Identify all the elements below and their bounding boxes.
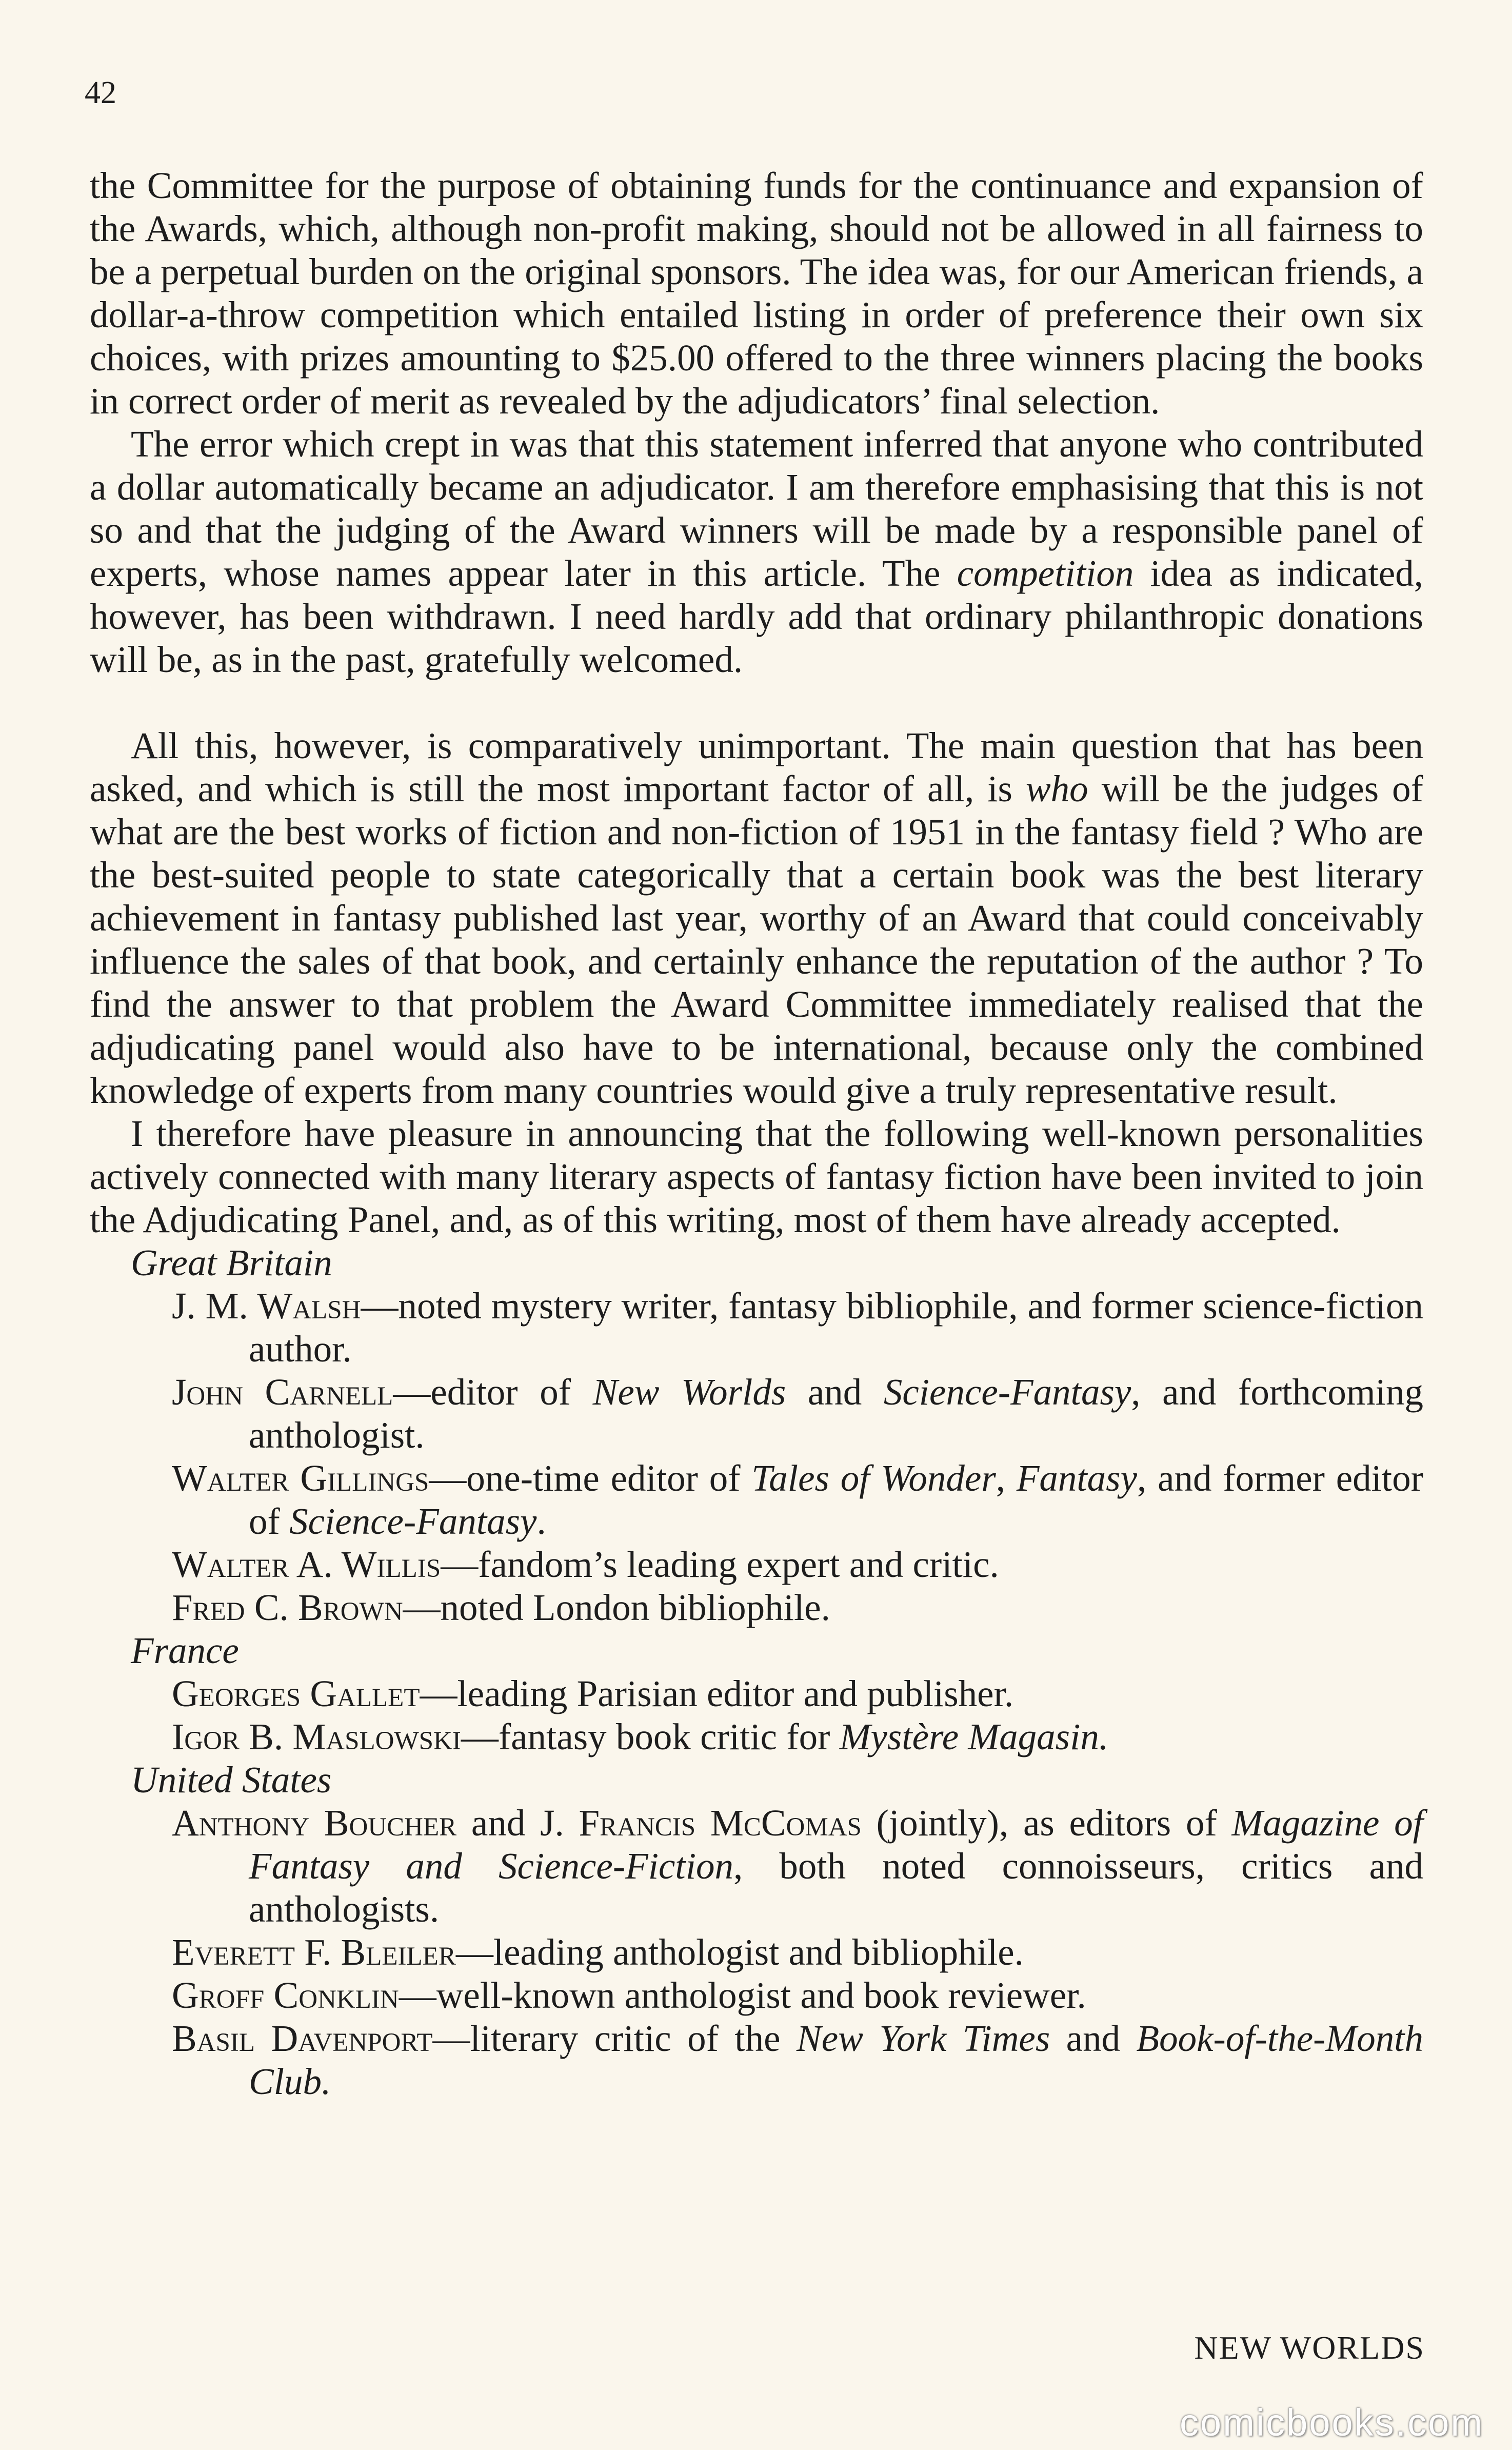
panelist-name: Everett F. Bleiler — [172, 1931, 456, 1973]
panelist-name: Basil Davenport — [172, 2018, 433, 2059]
panel-entry-gallet: Georges Gallet—leading Parisian editor and publisher. — [172, 1673, 1014, 1714]
panel-entry-brown: Fred C. Brown—noted London bibliophile. — [172, 1587, 830, 1628]
emphasis-who: who — [1025, 768, 1088, 809]
page-number: 42 — [85, 75, 116, 110]
article-body — [90, 164, 1423, 2103]
panelist-name: Georges Gallet — [172, 1673, 420, 1714]
panel-entry-bleiler: Everett F. Bleiler—leading anthologist and bibliophile. — [172, 1931, 1024, 1973]
panelist-name: Fred C. Brown — [172, 1587, 403, 1628]
watermark: comicbooks.com — [1179, 2401, 1484, 2444]
panel-entry-davenport: Basil Davenport—literary critic of the New York Times and Book-of-the-Month Club. — [172, 2018, 1423, 2102]
panel-entry-maslowski: Igor B. Maslowski—fantasy book critic for Mystère Magasin. — [172, 1716, 1109, 1757]
panelist-name: John Carnell — [172, 1371, 393, 1413]
panel-entry-gillings: Walter Gillings—one-time editor of Tales of Wonder, Fantasy, and former editor of Science-Fantasy. — [172, 1457, 1424, 1542]
panel-entry-willis: Walter A. Willis—fandom’s leading expert and critic. — [172, 1544, 999, 1585]
panel-entry-walsh: J. M. Walsh—noted mystery writer, fantasy bibliophile, and former science-fiction author. — [172, 1285, 1424, 1370]
panelist-name: Groff Conklin — [172, 1974, 399, 2016]
country-heading-united-states: United States — [131, 1759, 332, 1801]
panelist-name: Igor B. Maslowski — [172, 1716, 461, 1757]
panel-entry-carnell: John Carnell—editor of New Worlds and Science-Fantasy, and forthcoming anthologist. — [172, 1371, 1423, 1456]
panelist-name: Walter A. Willis — [172, 1544, 441, 1585]
panel-entry-conklin: Groff Conklin—well-known anthologist and book reviewer. — [172, 1974, 1086, 2016]
paragraph-1: the Committee for the purpose of obtaining funds for the continuance and expansion of the Awards, which, although non-profit making, should not be allowed in all fairness to be a perpetual burden on the original sponsors. The idea was, for our American friends, a dollar-a-throw competition which entailed listing in order of preference their own six choices, with prizes amounting to $25.00 offered to the three winners placing the books in correct order of merit as revealed by the adjudicators’ final selection. — [90, 165, 1423, 422]
magazine-footer-title: NEW WORLDS — [1194, 2329, 1425, 2366]
panel-entry-boucher-mccomas: Anthony Boucher and J. Francis McComas (jointly), as editors of Magazine of Fantasy and Science-Fiction, both noted connoisseurs, critics and anthologists. — [172, 1802, 1423, 1930]
country-heading-great-britain: Great Britain — [131, 1242, 332, 1283]
paragraph-4: I therefore have pleasure in announcing that the following well-known personalities actively connected with many literary aspects of fantasy fiction have been invited to join the Adjudicating Panel, and, as of this writing, most of them have already accepted. — [90, 1113, 1423, 1240]
country-heading-france: France — [131, 1630, 239, 1671]
panelist-name: J. M. Walsh — [172, 1285, 361, 1327]
paragraph-3: All this, however, is comparatively unimportant. The main question that has been asked, and which is still the most important factor of all, is who will be the judges of what are the best works of fiction and non-fiction of 1951 in the fantasy field ? Who are the best-suited people to state categorically that a certain book was the best literary achievement in fantasy published last year, worthy of an Award that could conceivably influence the sales of that book, and certainly enhance the reputation of the author ? To find the answer to that problem the Award Committee immediately realised that the adjudicating panel would also have to be international, because only the combined knowledge of experts from many countries would give a truly representative result. — [90, 725, 1423, 1111]
panelist-name: Anthony Boucher — [172, 1802, 457, 1844]
panelist-name: J. Francis McComas — [540, 1802, 862, 1844]
emphasis-competition: competition — [957, 552, 1134, 594]
paragraph-2: The error which crept in was that this statement inferred that anyone who contributed a dollar automatically became an adjudicator. I am therefore emphasising that this is not so and that the judging of the Award winners will be made by a responsible panel of experts, whose names appear later in this article. The competition idea as indicated, however, has been withdrawn. I need hardly add that ordinary philanthropic donations will be, as in the past, gratefully welcomed. — [90, 423, 1423, 680]
panelist-name: Walter Gillings — [172, 1457, 429, 1499]
